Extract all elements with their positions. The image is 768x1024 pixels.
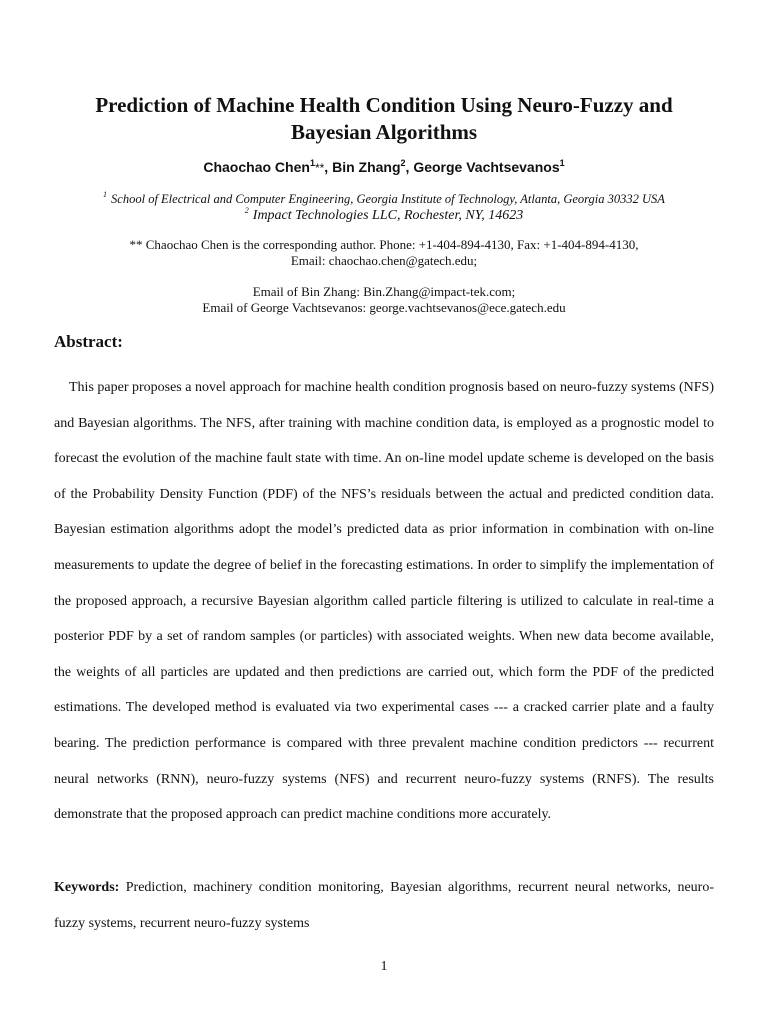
corresponding-line-1: ** Chaochao Chen is the corresponding author. Phone: +1-404-894-4130, Fax: +1-404-894-4130,: [129, 237, 639, 252]
author-separator: ,: [405, 159, 414, 175]
affiliation-2: [40, 206, 728, 225]
affiliation-mark: 2: [244, 206, 249, 215]
keywords-section: [54, 870, 714, 942]
abstract-heading: Abstract:: [54, 332, 123, 351]
author-separator: ,: [324, 159, 333, 175]
abstract-paragraph: This paper proposes a novel approach for machine health condition prognosis based on neuro-fuzzy systems (NFS) and Bayesian algorithms. The NFS, after training with machine condition data, is employed as a prognostic model to forecast the evolution of the machine fault state with time. An on-line model update scheme is developed on the basis of the Probability Density Function (PDF) of the NFS’s residuals between the actual and predicted condition data. Bayesian estimation algorithms adopt the model’s predicted data as prior information in combination with on-line measurements to update the degree of belief in the forecasting estimations. In order to simplify the implementation of the proposed approach, a recursive Bayesian algorithm called particle filtering is utilized to calculate in real-time a posterior PDF by a set of random samples (or particles) with associated weights. When new data become available, the weights of all particles are updated and then predictions are carried out, which form the PDF of the predicted estimations. The developed method is evaluated via two experimental cases --- a cracked carrier plate and a faulty bearing. The prediction performance is compared with three prevalent machine condition predictors --- recurrent neural networks (RNN), neuro-fuzzy systems (NFS) and recurrent neuro-fuzzy systems (RNFS). The results demonstrate that the proposed approach can predict machine conditions more accurately.: [54, 380, 715, 823]
abstract-body: [54, 370, 714, 833]
author-emails: [40, 284, 728, 316]
affiliation-mark: 1: [103, 190, 108, 199]
author-affiliation-mark: 1: [309, 158, 315, 168]
corresponding-line-2: Email: chaochao.chen@gatech.edu;: [290, 253, 478, 268]
keywords-text: Prediction, machinery condition monitoring, Bayesian algorithms, recurrent neural networks, neuro-fuzzy systems, recurrent neuro-fuzzy systems: [54, 880, 714, 931]
email-george-vachtsevanos: Email of George Vachtsevanos: george.vachtsevanos@ece.gatech.edu: [202, 300, 566, 315]
author-affiliation-mark: 2: [400, 158, 406, 168]
affiliation-text: Impact Technologies LLC, Rochester, NY, 14623: [252, 208, 524, 223]
author-list: [40, 157, 728, 178]
keywords-label: Keywords:: [54, 880, 120, 895]
corresponding-author-note: [40, 237, 728, 269]
corresponding-mark: **: [314, 161, 325, 175]
title-line-2: Bayesian Algorithms: [290, 120, 478, 144]
affiliation-text: School of Electrical and Computer Engineering, Georgia Institute of Technology, Atlanta, Georgia 30332 USA: [111, 192, 665, 206]
paper-title: [40, 92, 728, 146]
author-name: Bin Zhang: [332, 159, 401, 175]
author-name: Chaochao Chen: [203, 159, 310, 175]
author-name: George Vachtsevanos: [413, 159, 560, 175]
email-bin-zhang: Email of Bin Zhang: Bin.Zhang@impact-tek.com;: [252, 284, 516, 299]
author-affiliation-mark: 1: [559, 158, 565, 168]
page-number: 1: [380, 959, 388, 974]
title-line-1: Prediction of Machine Health Condition Using Neuro-Fuzzy and: [95, 93, 673, 117]
